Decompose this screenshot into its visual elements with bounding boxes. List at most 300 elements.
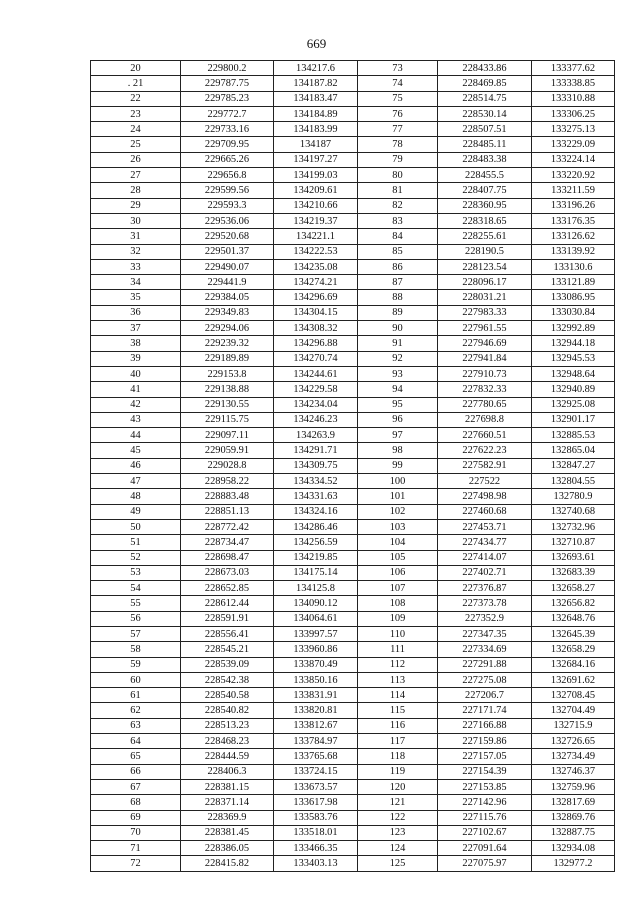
x-coordinate-left: 228381.15 <box>181 779 274 794</box>
table-row <box>91 642 615 657</box>
point-number-right: 113 <box>358 672 438 687</box>
y-coordinate-right: 133130.6 <box>532 259 615 274</box>
y-coordinate-left: 134197.27 <box>274 152 358 167</box>
point-number-left: 41 <box>91 382 181 397</box>
x-coordinate-right: 227075.97 <box>438 856 532 871</box>
x-coordinate-right: 227153.85 <box>438 779 532 794</box>
y-coordinate-left: 134125.8 <box>274 581 358 596</box>
table-row <box>91 351 615 366</box>
point-number-left: 42 <box>91 397 181 412</box>
table-row <box>91 275 615 290</box>
point-number-right: 110 <box>358 626 438 641</box>
x-coordinate-right: 227275.08 <box>438 672 532 687</box>
y-coordinate-right: 132977.2 <box>532 856 615 871</box>
table-row <box>91 565 615 580</box>
point-number-left: 43 <box>91 412 181 427</box>
x-coordinate-right: 227961.55 <box>438 321 532 336</box>
x-coordinate-left: 229384.05 <box>181 290 274 305</box>
y-coordinate-right: 132759.96 <box>532 779 615 794</box>
x-coordinate-right: 228455.5 <box>438 168 532 183</box>
x-coordinate-right: 227154.39 <box>438 764 532 779</box>
point-number-right: 111 <box>358 642 438 657</box>
y-coordinate-left: 134183.99 <box>274 122 358 137</box>
table-row <box>91 106 615 121</box>
table-row <box>91 259 615 274</box>
y-coordinate-right: 133275.13 <box>532 122 615 137</box>
point-number-left: 72 <box>91 856 181 871</box>
y-coordinate-right: 132708.45 <box>532 688 615 703</box>
x-coordinate-right: 228190.5 <box>438 244 532 259</box>
x-coordinate-right: 227498.98 <box>438 489 532 504</box>
y-coordinate-right: 132901.17 <box>532 412 615 427</box>
point-number-left: 39 <box>91 351 181 366</box>
x-coordinate-right: 227910.73 <box>438 366 532 381</box>
point-number-right: 98 <box>358 443 438 458</box>
x-coordinate-left: 229130.55 <box>181 397 274 412</box>
x-coordinate-right: 228469.85 <box>438 76 532 91</box>
x-coordinate-right: 227376.87 <box>438 581 532 596</box>
x-coordinate-left: 229536.06 <box>181 213 274 228</box>
point-number-left: 30 <box>91 213 181 228</box>
table-row <box>91 611 615 626</box>
x-coordinate-left: 228381.45 <box>181 825 274 840</box>
x-coordinate-right: 228255.61 <box>438 229 532 244</box>
x-coordinate-right: 227622.23 <box>438 443 532 458</box>
x-coordinate-right: 228031.21 <box>438 290 532 305</box>
point-number-left: 20 <box>91 61 181 76</box>
x-coordinate-right: 228360.95 <box>438 198 532 213</box>
y-coordinate-left: 134175.14 <box>274 565 358 580</box>
y-coordinate-right: 132684.16 <box>532 657 615 672</box>
y-coordinate-right: 132683.39 <box>532 565 615 580</box>
point-number-left: 31 <box>91 229 181 244</box>
y-coordinate-left: 134064.61 <box>274 611 358 626</box>
x-coordinate-left: 228673.03 <box>181 565 274 580</box>
point-number-right: 102 <box>358 504 438 519</box>
point-number-left: 24 <box>91 122 181 137</box>
point-number-left: 44 <box>91 428 181 443</box>
x-coordinate-left: 228851.13 <box>181 504 274 519</box>
y-coordinate-right: 132869.76 <box>532 810 615 825</box>
point-number-right: 78 <box>358 137 438 152</box>
y-coordinate-left: 134234.04 <box>274 397 358 412</box>
y-coordinate-right: 133338.85 <box>532 76 615 91</box>
point-number-left: 45 <box>91 443 181 458</box>
table-row <box>91 810 615 825</box>
point-number-left: 71 <box>91 841 181 856</box>
point-number-right: 100 <box>358 474 438 489</box>
table-row <box>91 290 615 305</box>
point-number-left: . 21 <box>91 76 181 91</box>
point-number-left: 34 <box>91 275 181 290</box>
point-number-right: 74 <box>358 76 438 91</box>
x-coordinate-right: 227373.78 <box>438 596 532 611</box>
coordinates-table <box>90 60 615 872</box>
point-number-right: 83 <box>358 213 438 228</box>
x-coordinate-left: 229800.2 <box>181 61 274 76</box>
x-coordinate-right: 228123.54 <box>438 259 532 274</box>
y-coordinate-right: 132925.08 <box>532 397 615 412</box>
point-number-left: 33 <box>91 259 181 274</box>
x-coordinate-right: 227115.76 <box>438 810 532 825</box>
y-coordinate-right: 132885.53 <box>532 428 615 443</box>
y-coordinate-right: 132847.27 <box>532 458 615 473</box>
y-coordinate-right: 133030.84 <box>532 305 615 320</box>
table-row <box>91 229 615 244</box>
y-coordinate-left: 134210.66 <box>274 198 358 213</box>
y-coordinate-left: 134244.61 <box>274 366 358 381</box>
y-coordinate-left: 134219.37 <box>274 213 358 228</box>
x-coordinate-right: 227171.74 <box>438 703 532 718</box>
x-coordinate-left: 228542.38 <box>181 672 274 687</box>
y-coordinate-left: 134219.85 <box>274 550 358 565</box>
x-coordinate-left: 229239.32 <box>181 336 274 351</box>
y-coordinate-right: 133310.88 <box>532 91 615 106</box>
point-number-right: 96 <box>358 412 438 427</box>
point-number-left: 63 <box>91 718 181 733</box>
point-number-left: 26 <box>91 152 181 167</box>
x-coordinate-left: 229593.3 <box>181 198 274 213</box>
table-row <box>91 688 615 703</box>
table-row <box>91 703 615 718</box>
y-coordinate-left: 134296.69 <box>274 290 358 305</box>
x-coordinate-left: 228734.47 <box>181 535 274 550</box>
point-number-right: 91 <box>358 336 438 351</box>
y-coordinate-left: 133518.01 <box>274 825 358 840</box>
y-coordinate-right: 132746.37 <box>532 764 615 779</box>
x-coordinate-left: 229665.26 <box>181 152 274 167</box>
point-number-right: 75 <box>358 91 438 106</box>
x-coordinate-right: 228514.75 <box>438 91 532 106</box>
point-number-left: 22 <box>91 91 181 106</box>
x-coordinate-left: 228772.42 <box>181 519 274 534</box>
point-number-right: 86 <box>358 259 438 274</box>
y-coordinate-right: 132710.87 <box>532 535 615 550</box>
table-row <box>91 183 615 198</box>
point-number-right: 77 <box>358 122 438 137</box>
point-number-left: 51 <box>91 535 181 550</box>
table-row <box>91 519 615 534</box>
point-number-left: 56 <box>91 611 181 626</box>
y-coordinate-left: 134291.71 <box>274 443 358 458</box>
table-row <box>91 428 615 443</box>
x-coordinate-left: 229787.75 <box>181 76 274 91</box>
point-number-left: 29 <box>91 198 181 213</box>
y-coordinate-left: 133831.91 <box>274 688 358 703</box>
y-coordinate-right: 132658.27 <box>532 581 615 596</box>
x-coordinate-left: 229599.56 <box>181 183 274 198</box>
table-row <box>91 168 615 183</box>
table-row <box>91 795 615 810</box>
point-number-left: 64 <box>91 734 181 749</box>
point-number-right: 81 <box>358 183 438 198</box>
y-coordinate-left: 134229.58 <box>274 382 358 397</box>
y-coordinate-right: 132944.18 <box>532 336 615 351</box>
x-coordinate-right: 227582.91 <box>438 458 532 473</box>
x-coordinate-left: 228468.23 <box>181 734 274 749</box>
point-number-left: 54 <box>91 581 181 596</box>
y-coordinate-left: 133466.35 <box>274 841 358 856</box>
y-coordinate-right: 132948.64 <box>532 366 615 381</box>
table-row <box>91 825 615 840</box>
y-coordinate-right: 132780.9 <box>532 489 615 504</box>
x-coordinate-right: 227159.86 <box>438 734 532 749</box>
x-coordinate-right: 227946.69 <box>438 336 532 351</box>
y-coordinate-left: 133850.16 <box>274 672 358 687</box>
y-coordinate-left: 134309.75 <box>274 458 358 473</box>
table-row <box>91 321 615 336</box>
y-coordinate-right: 133377.62 <box>532 61 615 76</box>
table-row <box>91 657 615 672</box>
point-number-left: 37 <box>91 321 181 336</box>
x-coordinate-left: 229349.83 <box>181 305 274 320</box>
point-number-right: 103 <box>358 519 438 534</box>
point-number-right: 90 <box>358 321 438 336</box>
point-number-right: 82 <box>358 198 438 213</box>
point-number-right: 118 <box>358 749 438 764</box>
point-number-right: 84 <box>358 229 438 244</box>
y-coordinate-left: 134270.74 <box>274 351 358 366</box>
y-coordinate-right: 132645.39 <box>532 626 615 641</box>
x-coordinate-right: 227453.71 <box>438 519 532 534</box>
point-number-left: 52 <box>91 550 181 565</box>
x-coordinate-right: 227334.69 <box>438 642 532 657</box>
x-coordinate-left: 228612.44 <box>181 596 274 611</box>
table-row <box>91 366 615 381</box>
y-coordinate-left: 133784.97 <box>274 734 358 749</box>
page-number: 669 <box>306 36 327 51</box>
point-number-left: 69 <box>91 810 181 825</box>
y-coordinate-left: 134183.47 <box>274 91 358 106</box>
point-number-right: 97 <box>358 428 438 443</box>
table-row <box>91 718 615 733</box>
y-coordinate-left: 134308.32 <box>274 321 358 336</box>
y-coordinate-right: 133220.92 <box>532 168 615 183</box>
point-number-right: 124 <box>358 841 438 856</box>
point-number-right: 125 <box>358 856 438 871</box>
x-coordinate-left: 228444.59 <box>181 749 274 764</box>
x-coordinate-right: 228507.51 <box>438 122 532 137</box>
y-coordinate-left: 134199.03 <box>274 168 358 183</box>
x-coordinate-left: 229772.7 <box>181 106 274 121</box>
y-coordinate-left: 134296.88 <box>274 336 358 351</box>
point-number-right: 73 <box>358 61 438 76</box>
y-coordinate-left: 133820.81 <box>274 703 358 718</box>
point-number-left: 35 <box>91 290 181 305</box>
point-number-right: 76 <box>358 106 438 121</box>
y-coordinate-right: 132726.65 <box>532 734 615 749</box>
x-coordinate-left: 229520.68 <box>181 229 274 244</box>
point-number-right: 93 <box>358 366 438 381</box>
point-number-left: 28 <box>91 183 181 198</box>
x-coordinate-right: 228407.75 <box>438 183 532 198</box>
table-row <box>91 626 615 641</box>
y-coordinate-right: 132691.62 <box>532 672 615 687</box>
x-coordinate-right: 227780.65 <box>438 397 532 412</box>
x-coordinate-left: 228958.22 <box>181 474 274 489</box>
point-number-right: 115 <box>358 703 438 718</box>
table-row <box>91 550 615 565</box>
x-coordinate-right: 227522 <box>438 474 532 489</box>
x-coordinate-right: 227414.07 <box>438 550 532 565</box>
x-coordinate-left: 229189.89 <box>181 351 274 366</box>
table-row <box>91 412 615 427</box>
y-coordinate-right: 132734.49 <box>532 749 615 764</box>
x-coordinate-right: 227660.51 <box>438 428 532 443</box>
y-coordinate-right: 132945.53 <box>532 351 615 366</box>
table-row <box>91 213 615 228</box>
x-coordinate-left: 229785.23 <box>181 91 274 106</box>
x-coordinate-left: 228540.82 <box>181 703 274 718</box>
x-coordinate-left: 229294.06 <box>181 321 274 336</box>
point-number-left: 62 <box>91 703 181 718</box>
point-number-left: 53 <box>91 565 181 580</box>
y-coordinate-right: 132887.75 <box>532 825 615 840</box>
x-coordinate-right: 227983.33 <box>438 305 532 320</box>
table-row <box>91 474 615 489</box>
table-row <box>91 749 615 764</box>
table-row <box>91 443 615 458</box>
point-number-left: 50 <box>91 519 181 534</box>
x-coordinate-left: 228556.41 <box>181 626 274 641</box>
point-number-left: 49 <box>91 504 181 519</box>
point-number-right: 109 <box>358 611 438 626</box>
y-coordinate-left: 133724.15 <box>274 764 358 779</box>
table-row <box>91 535 615 550</box>
x-coordinate-right: 227206.7 <box>438 688 532 703</box>
x-coordinate-left: 229501.37 <box>181 244 274 259</box>
table-row <box>91 581 615 596</box>
x-coordinate-right: 227460.68 <box>438 504 532 519</box>
x-coordinate-left: 228369.9 <box>181 810 274 825</box>
x-coordinate-left: 228883.48 <box>181 489 274 504</box>
x-coordinate-left: 229656.8 <box>181 168 274 183</box>
x-coordinate-left: 228406.3 <box>181 764 274 779</box>
x-coordinate-left: 229709.95 <box>181 137 274 152</box>
table-row <box>91 458 615 473</box>
point-number-left: 60 <box>91 672 181 687</box>
x-coordinate-left: 228371.14 <box>181 795 274 810</box>
x-coordinate-right: 227941.84 <box>438 351 532 366</box>
x-coordinate-right: 227698.8 <box>438 412 532 427</box>
point-number-right: 120 <box>358 779 438 794</box>
y-coordinate-right: 132804.55 <box>532 474 615 489</box>
table-row <box>91 734 615 749</box>
point-number-left: 61 <box>91 688 181 703</box>
x-coordinate-left: 229153.8 <box>181 366 274 381</box>
y-coordinate-right: 133224.14 <box>532 152 615 167</box>
point-number-right: 123 <box>358 825 438 840</box>
table-row <box>91 841 615 856</box>
x-coordinate-right: 227352.9 <box>438 611 532 626</box>
x-coordinate-right: 227291.88 <box>438 657 532 672</box>
y-coordinate-left: 134263.9 <box>274 428 358 443</box>
y-coordinate-right: 132704.49 <box>532 703 615 718</box>
y-coordinate-left: 133812.67 <box>274 718 358 733</box>
table-row <box>91 382 615 397</box>
table-row <box>91 244 615 259</box>
point-number-left: 70 <box>91 825 181 840</box>
table-row <box>91 91 615 106</box>
point-number-right: 99 <box>358 458 438 473</box>
x-coordinate-right: 227347.35 <box>438 626 532 641</box>
point-number-right: 88 <box>358 290 438 305</box>
point-number-right: 101 <box>358 489 438 504</box>
table-row <box>91 489 615 504</box>
point-number-right: 95 <box>358 397 438 412</box>
table-row <box>91 61 615 76</box>
y-coordinate-right: 132656.82 <box>532 596 615 611</box>
y-coordinate-left: 133997.57 <box>274 626 358 641</box>
y-coordinate-right: 133121.89 <box>532 275 615 290</box>
y-coordinate-left: 133960.86 <box>274 642 358 657</box>
point-number-right: 119 <box>358 764 438 779</box>
point-number-right: 105 <box>358 550 438 565</box>
table-row <box>91 672 615 687</box>
y-coordinate-left: 134331.63 <box>274 489 358 504</box>
point-number-right: 85 <box>358 244 438 259</box>
point-number-right: 89 <box>358 305 438 320</box>
y-coordinate-left: 134286.46 <box>274 519 358 534</box>
x-coordinate-left: 228698.47 <box>181 550 274 565</box>
y-coordinate-right: 133196.26 <box>532 198 615 213</box>
x-coordinate-right: 227157.05 <box>438 749 532 764</box>
table-row <box>91 764 615 779</box>
x-coordinate-left: 229059.91 <box>181 443 274 458</box>
table-row <box>91 305 615 320</box>
y-coordinate-right: 133229.09 <box>532 137 615 152</box>
point-number-left: 66 <box>91 764 181 779</box>
point-number-left: 57 <box>91 626 181 641</box>
y-coordinate-left: 134090.12 <box>274 596 358 611</box>
x-coordinate-left: 228540.58 <box>181 688 274 703</box>
point-number-right: 92 <box>358 351 438 366</box>
y-coordinate-left: 133673.57 <box>274 779 358 794</box>
y-coordinate-left: 134222.53 <box>274 244 358 259</box>
x-coordinate-left: 229097.11 <box>181 428 274 443</box>
point-number-right: 122 <box>358 810 438 825</box>
point-number-left: 48 <box>91 489 181 504</box>
x-coordinate-left: 228591.91 <box>181 611 274 626</box>
x-coordinate-right: 227102.67 <box>438 825 532 840</box>
x-coordinate-left: 229028.8 <box>181 458 274 473</box>
x-coordinate-left: 229490.07 <box>181 259 274 274</box>
y-coordinate-left: 134187 <box>274 137 358 152</box>
point-number-right: 87 <box>358 275 438 290</box>
y-coordinate-left: 134274.21 <box>274 275 358 290</box>
point-number-right: 104 <box>358 535 438 550</box>
y-coordinate-right: 132934.08 <box>532 841 615 856</box>
x-coordinate-left: 229733.16 <box>181 122 274 137</box>
point-number-left: 32 <box>91 244 181 259</box>
x-coordinate-right: 227832.33 <box>438 382 532 397</box>
point-number-right: 121 <box>358 795 438 810</box>
y-coordinate-right: 132740.68 <box>532 504 615 519</box>
table-row <box>91 198 615 213</box>
x-coordinate-left: 228415.82 <box>181 856 274 871</box>
y-coordinate-left: 134217.6 <box>274 61 358 76</box>
table-row <box>91 137 615 152</box>
x-coordinate-right: 228433.86 <box>438 61 532 76</box>
x-coordinate-left: 228545.21 <box>181 642 274 657</box>
point-number-right: 116 <box>358 718 438 733</box>
y-coordinate-left: 133870.49 <box>274 657 358 672</box>
point-number-left: 58 <box>91 642 181 657</box>
point-number-left: 46 <box>91 458 181 473</box>
y-coordinate-right: 132658.29 <box>532 642 615 657</box>
point-number-left: 65 <box>91 749 181 764</box>
y-coordinate-left: 134209.61 <box>274 183 358 198</box>
